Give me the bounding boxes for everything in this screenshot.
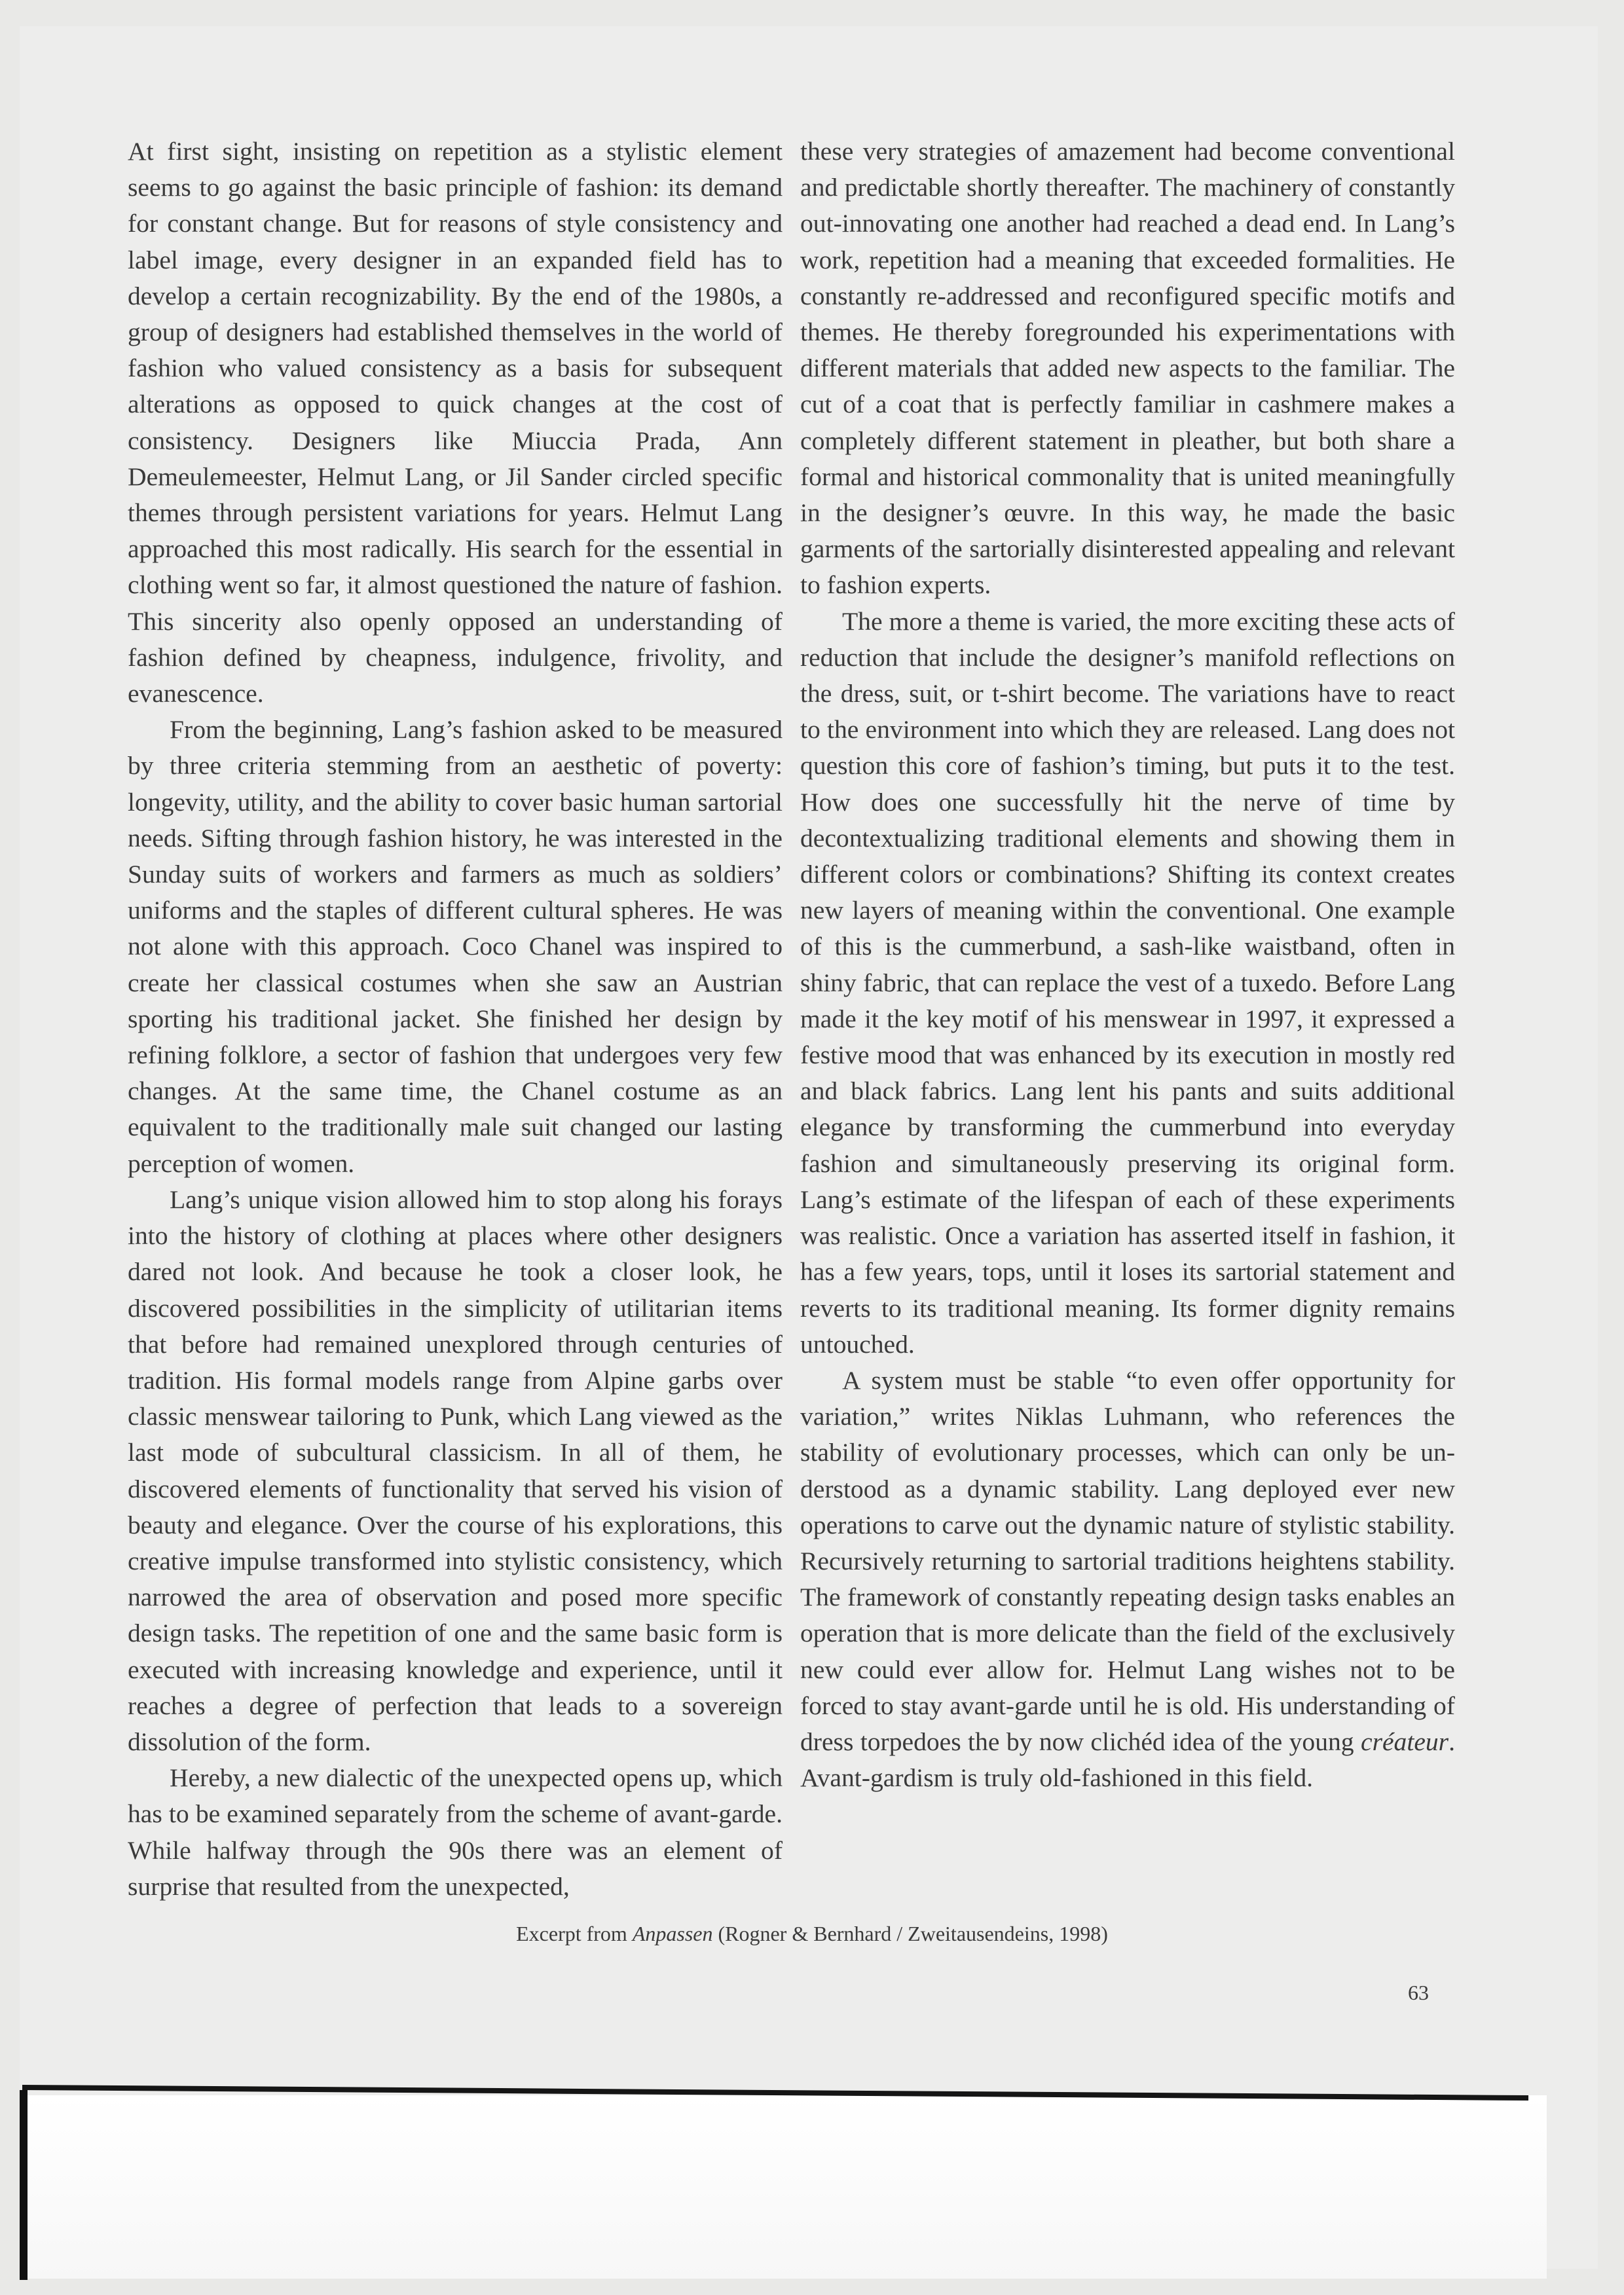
paragraph: The more a theme is varied, the more exciting these acts of reduction that include the designer’s manifold reflections on the dress, suit, or t-shirt become. The variations have to react to the environment into which they are released. Lang does not question this core of fashion’s timing, but puts it to the test. How does one successfully hit the nerve of time by decontextualizing traditional elements and showing them in different colors or combinations? Shifting its context creates new layers of meaning within the conventional. One example of this is the cummerbund, a sash-like waistband, often in shiny fabric, that can replace the vest of a tuxedo. Before Lang made it the key motif of his menswear in 1997, it expressed a festive mood that was enhanced by its execution in mostly red and black fabrics. Lang lent his pants and suits additional elegance by transforming the cummerbund into everyday fashion and simultaneously preserving its original form. Lang’s estimate of the lifespan of each of these experiments was realistic. Once a variation has asserted itself in fashion, it has a few years, tops, until it loses its sartorial statement and reverts to its traditional meaning. Its former dignity remains untouched. xyxy=(800,606,1455,1359)
paragraph: Lang’s unique vision allowed him to stop along his forays into the history of clothing at places where other designers dared not look. And because he took a closer look, he discovered possibilities in the simplicity of utilitarian items that before had remained unexplored through centuries of tradition. His formal models range from Alpine garbs over classic menswear tailoring to Punk, which Lang viewed as the last mode of subcultural classicism. In all of them, he discovered elements of functionality that served his vision of beauty and elegance. Over the course of his explorations, this creative impulse transformed into stylistic consistency, which narrowed the area of observation and posed more specific design tasks. The repetition of one and the same basic form is executed with increasing knowledge and experience, until it reaches a degree of perfection that leads to a sovereign dissolution of the form. xyxy=(128,1184,783,1756)
caption-book-title: Anpassen xyxy=(632,1922,713,1945)
italic-term: créateur xyxy=(1361,1727,1449,1756)
paragraph: these very strategies of amazement had become conventional and predictable shortly thereafter. The machinery of constantly out-innovating one another had reached a dead end. In Lang’s work, repetition had a meaning that exceeded formalities. He constantly re-addressed and reconfigured specific motifs and themes. He thereby foregrounded his experimentations with different materials that added new aspects to the familiar. The cut of a coat that is perfectly familiar in cashmere makes a completely different statement in pleather, but both share a formal and historical commonality that is united meaningfully in the designer’s œuvre. In this way, he made the basic garments of the sartorially disinterested appealing and relevant to fashion experts. xyxy=(800,137,1455,600)
right-column xyxy=(800,134,1455,1796)
page-number: 63 xyxy=(1408,1981,1429,2004)
paragraph-text: . Avant-gardism is truly old-fashioned in this field. xyxy=(800,1727,1455,1793)
scan-edge-left xyxy=(20,2090,28,2280)
paragraph xyxy=(800,1363,1455,1796)
caption-suffix: (Rogner & Bernhard / Zweitausendeins, 1998) xyxy=(712,1922,1108,1945)
paragraph-text: A system must be stable “to even offer opportunity for variation,” writes Niklas Luhmann, who references the stability of evolutionary processes, which can only be understood as a dynamic stability. Lang deployed ever new operations to carve out the dynamic nature of stylistic stability. Recursively returning to sartorial traditions heightens stability. The framework of constantly repeating design tasks enables an operation that is more delicate than the field of the exclusively new could ever allow for. Helmut Lang wishes not to be forced to stay avant-garde until he is old. His understanding of dress torpedoes the by now clichéd idea of the young xyxy=(800,1365,1455,1756)
page-edge-shadow xyxy=(28,2095,1547,2279)
source-caption xyxy=(0,1922,1624,1946)
paragraph: At first sight, insisting on repetition as a stylistic element seems to go against the basic principle of fashion: its demand for constant change. But for reasons of style consistency and label image, every designer in an expanded field has to develop a certain recognizability. By the end of the 1980s, a group of designers had established themselves in the world of fashion who valued consistency as a basis for subsequent alterations as opposed to quick changes at the cost of consistency. Designers like Miuccia Prada, Ann Demeulemeester, Helmut Lang, or Jil Sander circled specific themes through persistent variations for years. Helmut Lang approached this most radically. His search for the essential in clothing went so far, it almost questioned the nature of fashion. This sincerity also openly opposed an understanding of fashion defined by cheapness, indulgence, frivolity, and evanescence. xyxy=(128,137,783,708)
caption-prefix: Excerpt from xyxy=(516,1922,633,1945)
paragraph: From the beginning, Lang’s fashion asked to be measured by three criteria stemming from an aesthetic of poverty: longevity, utility, and the ability to cover basic human sartorial needs. Sifting through fashion history, he was interested in the Sunday suits of workers and farmers as much as soldiers’ uniforms and the staples of different cultural spheres. He was not alone with this approach. Coco Chanel was inspired to create her classical costumes when she saw an Austrian sporting his traditional jacket. She finished her design by refining folklore, a sector of fashion that undergoes very few changes. At the same time, the Chanel costume as an equivalent to the traditionally male suit changed our lasting perception of women. xyxy=(128,715,783,1178)
left-column xyxy=(128,134,783,1905)
paragraph: Hereby, a new dialectic of the unexpected opens up, which has to be examined separately from the scheme of avant-garde. While halfway through the 90s there was an element of surprise that resulted from the unexpected, xyxy=(128,1763,783,1901)
